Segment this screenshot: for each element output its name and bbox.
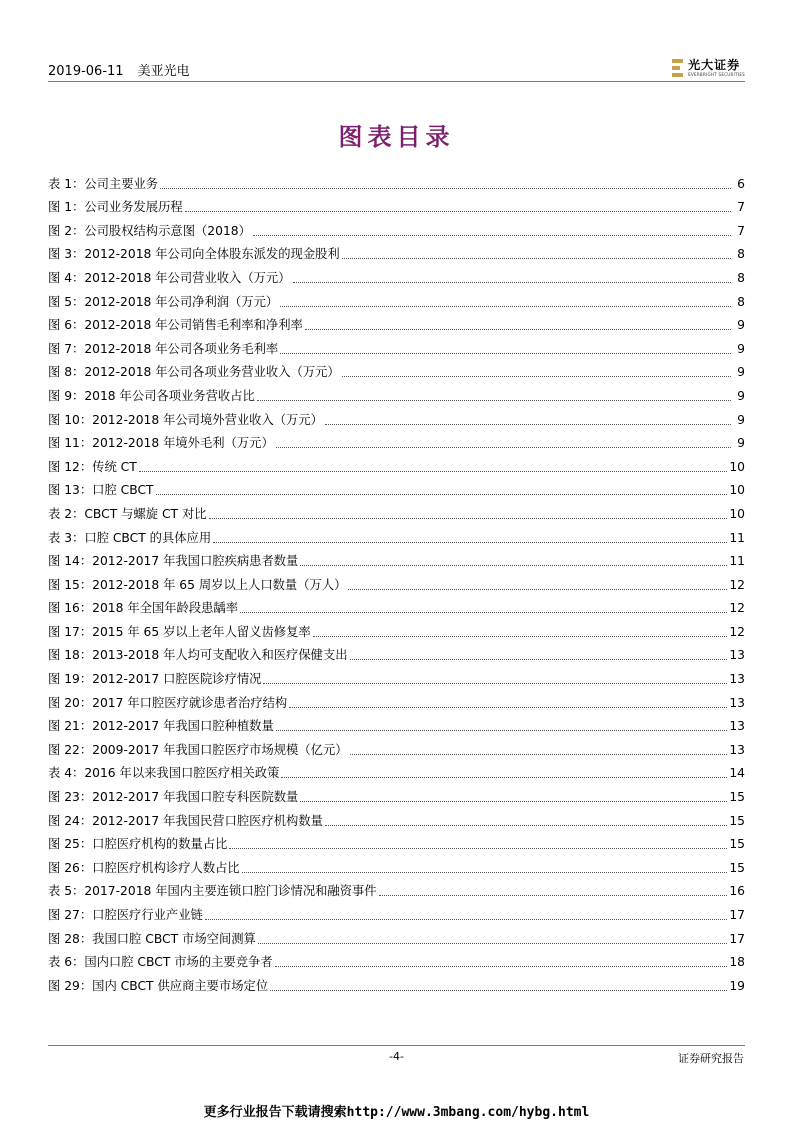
toc-entry-title: 图 21：2012-2017 年我国口腔种植数量 (48, 719, 274, 734)
toc-entry-page: 15 (729, 813, 745, 828)
toc-entry-page: 8 (737, 270, 745, 285)
toc-entry[interactable] (48, 432, 745, 456)
toc-entry-page: 13 (729, 672, 745, 687)
toc-entry-page: 16 (729, 884, 745, 899)
logo-chinese-name: 光大证券 (688, 58, 741, 72)
toc-dot-leader (240, 612, 727, 613)
toc-entry-page: 13 (729, 695, 745, 710)
toc-entry-page: 10 (729, 506, 745, 521)
toc-entry[interactable] (48, 809, 745, 833)
logo-english-name: EVERBRIGHT SECURITIES (688, 72, 745, 77)
toc-entry-page: 15 (729, 837, 745, 852)
toc-dot-leader (325, 825, 727, 826)
toc-dot-leader (293, 282, 731, 283)
toc-entry[interactable] (48, 715, 745, 739)
toc-dot-leader (242, 872, 728, 873)
toc-dot-leader (281, 777, 727, 778)
toc-entry[interactable] (48, 667, 745, 691)
toc-dot-leader (253, 235, 731, 236)
toc-entry-page: 8 (737, 247, 745, 262)
toc-entry[interactable] (48, 361, 745, 385)
toc-entry[interactable] (48, 691, 745, 715)
toc-entry-title: 图 28：我国口腔 CBCT 市场空间测算 (48, 931, 256, 946)
toc-entry[interactable] (48, 479, 745, 503)
download-promo-link[interactable]: 更多行业报告下载请搜索http://www.3mbang.com/hybg.html (203, 1105, 590, 1120)
header-info (48, 60, 190, 79)
toc-entry-title: 图 22：2009-2017 年我国口腔医疗市场规模（亿元） (48, 742, 348, 757)
toc-entry-page: 11 (729, 554, 745, 569)
toc-entry-title: 图 16：2018 年全国年龄段患龋率 (48, 601, 239, 616)
toc-entry[interactable] (48, 573, 745, 597)
toc-dot-leader (263, 683, 727, 684)
company-name: 美亚光电 (137, 64, 190, 79)
toc-entry-page: 15 (729, 790, 745, 805)
toc-entry[interactable] (48, 526, 745, 550)
toc-entry-page: 9 (737, 436, 745, 451)
toc-entry-page: 19 (729, 978, 745, 993)
toc-entry[interactable] (48, 762, 745, 786)
toc-entry-title: 图 15：2012-2018 年 65 周岁以上人口数量（万人） (48, 577, 347, 592)
toc-entry[interactable] (48, 384, 745, 408)
toc-entry-title: 图 26：口腔医疗机构诊疗人数占比 (48, 860, 240, 875)
toc-dot-leader (280, 353, 731, 354)
toc-dot-leader (257, 400, 731, 401)
toc-dot-leader (275, 966, 728, 967)
toc-entry-title: 表 1：公司主要业务 (48, 176, 159, 191)
toc-entry-title: 图 17：2015 年 65 岁以上老年人留义齿修复率 (48, 624, 311, 639)
toc-entry[interactable] (48, 620, 745, 644)
toc-dot-leader (300, 801, 727, 802)
toc-entry-title: 图 18：2013-2018 年人均可支配收入和医疗保健支出 (48, 648, 348, 663)
toc-entry-title: 图 1：公司业务发展历程 (48, 200, 183, 215)
toc-entry-title: 图 20：2017 年口腔医疗就诊患者治疗结构 (48, 695, 288, 710)
toc-entry-page: 7 (737, 223, 745, 238)
toc-entry[interactable] (48, 974, 745, 998)
toc-entry-page: 9 (737, 341, 745, 356)
toc-entry-title: 表 4：2016 年以来我国口腔医疗相关政策 (48, 766, 280, 781)
toc-entry-page: 9 (737, 365, 745, 380)
toc-entry-title: 图 2：公司股权结构示意图（2018） (48, 223, 251, 238)
page-title: 图表目录 (338, 122, 455, 151)
toc-entry[interactable] (48, 337, 745, 361)
table-of-figures (48, 172, 745, 998)
toc-entry-title: 图 10：2012-2018 年公司境外营业收入（万元） (48, 412, 323, 427)
toc-dot-leader (280, 306, 731, 307)
footer-divider (48, 1045, 745, 1046)
toc-entry-page: 14 (729, 766, 745, 781)
toc-entry-page: 8 (737, 294, 745, 309)
toc-dot-leader (300, 565, 727, 566)
toc-dot-leader (348, 589, 727, 590)
toc-entry-page: 7 (737, 200, 745, 215)
toc-entry-page: 12 (729, 601, 745, 616)
toc-entry-title: 图 7：2012-2018 年公司各项业务毛利率 (48, 341, 279, 356)
toc-dot-leader (185, 211, 731, 212)
toc-dot-leader (325, 424, 731, 425)
toc-entry-page: 13 (729, 719, 745, 734)
toc-entry-title: 图 23：2012-2017 年我国口腔专科医院数量 (48, 790, 299, 805)
page-header (48, 56, 745, 82)
toc-entry-page: 13 (729, 648, 745, 663)
toc-entry[interactable] (48, 290, 745, 314)
toc-entry-page: 17 (729, 908, 745, 922)
toc-entry-title: 图 9：2018 年公司各项业务营收占比 (48, 388, 255, 403)
toc-dot-leader (276, 447, 731, 448)
toc-entry-title: 图 19：2012-2017 口腔医院诊疗情况 (48, 672, 262, 687)
toc-entry-page: 12 (729, 577, 745, 592)
toc-dot-leader (205, 919, 728, 920)
toc-entry[interactable] (48, 455, 745, 479)
toc-entry[interactable] (48, 927, 745, 951)
toc-dot-leader (139, 471, 728, 472)
report-date: 2019-06-11 (48, 64, 124, 79)
toc-dot-leader (289, 707, 727, 708)
toc-dot-leader (213, 542, 727, 543)
toc-entry[interactable] (48, 597, 745, 621)
toc-entry[interactable] (48, 880, 745, 904)
toc-entry-title: 表 2：CBCT 与螺旋 CT 对比 (48, 506, 207, 521)
toc-dot-leader (342, 376, 731, 377)
toc-entry-title: 图 3：2012-2018 年公司向全体股东派发的现金股利 (48, 247, 340, 262)
toc-entry-page: 10 (729, 483, 745, 498)
toc-entry[interactable] (48, 408, 745, 432)
everbright-logo (672, 56, 745, 80)
toc-dot-leader (305, 329, 731, 330)
toc-entry[interactable] (48, 172, 745, 196)
toc-entry[interactable] (48, 502, 745, 526)
toc-entry-title: 图 25：口腔医疗机构的数量占比 (48, 837, 228, 852)
toc-entry-page: 15 (729, 860, 745, 875)
toc-entry-title: 表 5：2017-2018 年国内主要连锁口腔门诊情况和融资事件 (48, 884, 377, 899)
toc-dot-leader (350, 754, 728, 755)
toc-entry-page: 12 (729, 624, 745, 639)
toc-entry-title: 图 29：国内 CBCT 供应商主要市场定位 (48, 978, 269, 993)
toc-entry-title: 表 6：国内口腔 CBCT 市场的主要竞争者 (48, 955, 273, 970)
toc-dot-leader (209, 518, 728, 519)
toc-dot-leader (258, 943, 728, 944)
toc-entry-title: 图 14：2012-2017 年我国口腔疾病患者数量 (48, 554, 299, 569)
toc-entry[interactable] (48, 550, 745, 574)
toc-entry-title: 图 24：2012-2017 年我国民营口腔医疗机构数量 (48, 813, 323, 828)
toc-entry[interactable] (48, 196, 745, 220)
toc-dot-leader (379, 895, 728, 896)
toc-entry-title: 图 12：传统 CT (48, 459, 137, 474)
toc-entry[interactable] (48, 314, 745, 338)
toc-entry[interactable] (48, 833, 745, 857)
toc-entry[interactable] (48, 243, 745, 267)
toc-entry[interactable] (48, 856, 745, 880)
toc-dot-leader (313, 636, 728, 637)
toc-entry-title: 图 13：口腔 CBCT (48, 483, 154, 498)
toc-entry-title: 图 5：2012-2018 年公司净利润（万元） (48, 294, 279, 309)
toc-entry[interactable] (48, 644, 745, 668)
toc-entry-page: 6 (737, 176, 745, 191)
toc-dot-leader (276, 730, 728, 731)
toc-entry-title: 图 27：口腔医疗行业产业链 (48, 908, 203, 922)
toc-entry[interactable] (48, 266, 745, 290)
toc-entry[interactable] (48, 903, 745, 927)
toc-entry-title: 表 3：口腔 CBCT 的具体应用 (48, 530, 212, 545)
toc-entry-title: 图 6：2012-2018 年公司销售毛利率和净利率 (48, 318, 303, 333)
toc-entry[interactable] (48, 951, 745, 975)
toc-entry[interactable] (48, 785, 745, 809)
toc-entry-page: 18 (729, 955, 745, 970)
toc-entry-page: 13 (729, 742, 745, 757)
toc-dot-leader (229, 848, 727, 849)
toc-entry-page: 17 (729, 931, 745, 946)
toc-entry-page: 9 (737, 388, 745, 403)
logo-mark-icon (672, 59, 683, 77)
toc-entry-page: 11 (729, 530, 745, 545)
toc-dot-leader (156, 494, 728, 495)
toc-dot-leader (350, 659, 728, 660)
toc-entry[interactable] (48, 219, 745, 243)
toc-entry-page: 9 (737, 318, 745, 333)
page-number: -4- (389, 1050, 404, 1063)
report-type-label: 证券研究报告 (678, 1052, 744, 1065)
toc-dot-leader (270, 990, 727, 991)
toc-entry-page: 10 (729, 459, 745, 474)
toc-entry-title: 图 8：2012-2018 年公司各项业务营业收入（万元） (48, 365, 340, 380)
header-divider (48, 81, 745, 82)
toc-dot-leader (160, 188, 731, 189)
toc-entry-title: 图 11：2012-2018 年境外毛利（万元） (48, 436, 274, 451)
toc-entry[interactable] (48, 738, 745, 762)
toc-entry-page: 9 (737, 412, 745, 427)
toc-entry-title: 图 4：2012-2018 年公司营业收入（万元） (48, 270, 291, 285)
toc-dot-leader (342, 258, 731, 259)
